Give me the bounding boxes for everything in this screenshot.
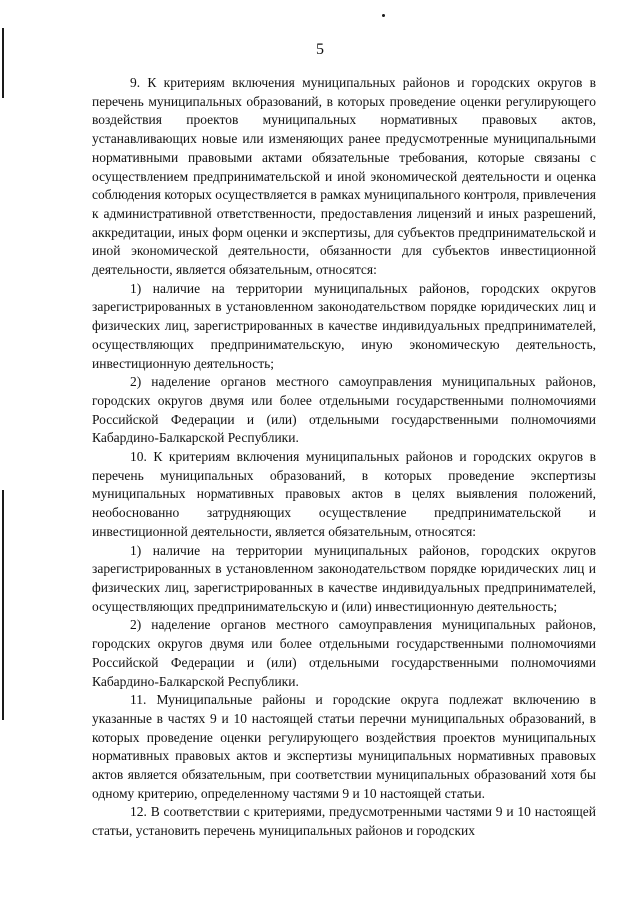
scan-edge-mark — [2, 28, 4, 98]
paragraph-10-item-2: 2) наделение органов местного самоуправления муниципальных районов, городских округов двумя или более отдельными государственными полномочиями Российской Федерации и (или) отдельными государственными полномочиями Кабардино-Балкарской Республики. — [92, 617, 596, 689]
paragraph-9-item-2: 2) наделение органов местного самоуправления муниципальных районов, городских округов двумя или более отдельными государственными полномочиями Российской Федерации и (или) отдельными государственными полномочиями Кабардино-Балкарской Республики. — [92, 374, 596, 446]
document-body — [92, 74, 596, 841]
paragraph-11: 11. Муниципальные районы и городские округа подлежат включению в указанные в частях 9 и 10 настоящей статьи перечни муниципальных образований, в которых проведение оценки регулирующего воздействия проектов муниципальных нормативных правовых актов и экспертизы муниципальных нормативных правовых актов является обязательным, при соответствии муниципальных образований хотя бы одному критерию, определенному частями 9 и 10 настоящей статьи. — [92, 692, 596, 801]
paragraph-12: 12. В соответствии с критериями, предусмотренными частями 9 и 10 настоящей статьи, установить перечень муниципальных районов и городских — [92, 804, 596, 839]
page-number: 5 — [316, 41, 324, 58]
scan-dot-mark — [382, 14, 385, 17]
paragraph-10-item-1: 1) наличие на территории муниципальных районов, городских округов зарегистрированных в установленном законодательством порядке юридических лиц и физических лиц, зарегистрированных в качестве индивидуальных предпринимателей, осуществляющих предпринимательскую и (или) инвестиционную деятельность; — [92, 542, 596, 614]
paragraph-9: 9. К критериям включения муниципальных районов и городских округов в перечень муниципальных образований, в которых проведение оценки регулирующего воздействия проектов муниципальных нормативных правовых актов, устанавливающих новые или изменяющих ранее предусмотренные муниципальными нормативными правовыми актами обязательные требования, которые связаны с осуществлением предпринимательской и иной экономической деятельности и оценка соблюдения которых осуществляется в рамках муниципального контроля, привлечения к административной ответственности, предоставления лицензий и иных разрешений, аккредитации, иных форм оценки и экспертизы, для субъектов предпринимательской и иной экономической деятельности, обязанности для субъектов инвестиционной деятельности, является обязательным, относятся: — [92, 75, 596, 278]
paragraph-10: 10. К критериям включения муниципальных районов и городских округов в перечень муниципальных образований, в которых проведение экспертизы муниципальных нормативных правовых актов в целях выявления положений, необоснованно затрудняющих осуществление предпринимательской и инвестиционной деятельности, является обязательным, относятся: — [92, 449, 596, 539]
scan-edge-mark — [2, 490, 4, 720]
paragraph-9-item-1: 1) наличие на территории муниципальных районов, городских округов зарегистрированных в установленном законодательством порядке юридических лиц и физических лиц, зарегистрированных в качестве индивидуальных предпринимателей, осуществляющих предпринимательскую, иную экономическую деятельность, инвестиционную деятельность; — [92, 280, 596, 371]
